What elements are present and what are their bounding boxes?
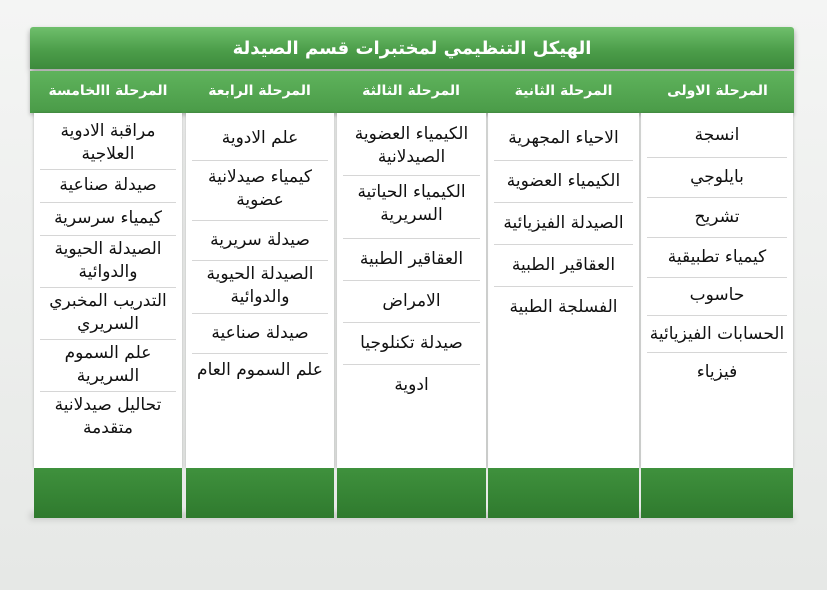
stage-5-header: المرحلة االخامسة	[48, 83, 168, 99]
stage-2-item: الاحياء المجهرية	[494, 121, 633, 161]
stage-5-item: كيمياء سرسرية	[40, 203, 176, 236]
stage-3-item: الامراض	[343, 281, 480, 323]
stage-4-item: علم الادوية	[192, 121, 328, 161]
stage-3-item: الكيمياء العضوية الصيدلانية	[343, 119, 480, 176]
stage-3-item: ادوية	[394, 375, 429, 395]
stage-4-item: صيدلة صناعية	[192, 314, 328, 354]
stage-4-item: كيمياء صيدلانية عضوية	[192, 161, 328, 221]
stage-1-item: بايلوجي	[647, 158, 787, 198]
stage-5-item: الصيدلة الحيوية والدوائية	[40, 236, 176, 288]
stage-3-base	[337, 468, 486, 518]
stage-2-column	[488, 113, 639, 468]
stage-1-base	[641, 468, 793, 518]
stage-4-item: علم السموم العام	[197, 360, 323, 380]
stage-3-header: المرحلة الثالثة	[362, 83, 460, 99]
stage-5-item: صيدلة صناعية	[40, 170, 176, 203]
stage-2-item: الصيدلة الفيزيائية	[494, 203, 633, 245]
stage-1-item: كيمياء تطبيقية	[647, 238, 787, 278]
stage-4-item: الصيدلة الحيوية والدوائية	[192, 261, 328, 314]
stage-4-header: المرحلة الرابعة	[208, 83, 311, 99]
stage-1-column	[641, 113, 793, 468]
stage-5-item: مراقبة الادوية العلاجية	[40, 118, 176, 170]
stage-1-item: الحسابات الفيزيائية	[647, 316, 787, 353]
stage-2-base	[488, 468, 639, 518]
stage-2-header: المرحلة الثانية	[514, 83, 613, 99]
stage-3-item: العقاقير الطبية	[343, 239, 480, 281]
stage-5-item: علم السموم السريرية	[40, 340, 176, 392]
chart-title: الهيكل التنظيمي لمختبرات قسم الصيدلة	[30, 27, 794, 69]
stage-4-base	[186, 468, 334, 518]
stage-1-item: حاسوب	[647, 278, 787, 316]
stage-1-item: انسجة	[647, 117, 787, 158]
stage-1-item: تشريح	[647, 198, 787, 238]
stage-4-column	[186, 113, 334, 468]
stage-2-item: العقاقير الطبية	[494, 245, 633, 287]
stage-1-header: المرحلة الاولى	[667, 83, 768, 99]
stage-3-column	[337, 113, 486, 468]
stage-5-column	[34, 113, 182, 468]
stage-5-item: التدريب المخبري السريري	[40, 288, 176, 340]
stage-2-item: الكيمياء العضوية	[494, 161, 633, 203]
stage-5-base	[34, 468, 182, 518]
stage-3-item: الكيمياء الحياتية السريرية	[343, 176, 480, 239]
stage-2-item: الفسلجة الطبية	[509, 297, 618, 317]
stage-5-item: تحاليل صيدلانية متقدمة	[54, 395, 162, 438]
stage-4-item: صيدلة سريرية	[192, 221, 328, 261]
stage-3-item: صيدلة تكنلوجيا	[343, 323, 480, 365]
stage-1-item: فيزياء	[696, 362, 738, 382]
